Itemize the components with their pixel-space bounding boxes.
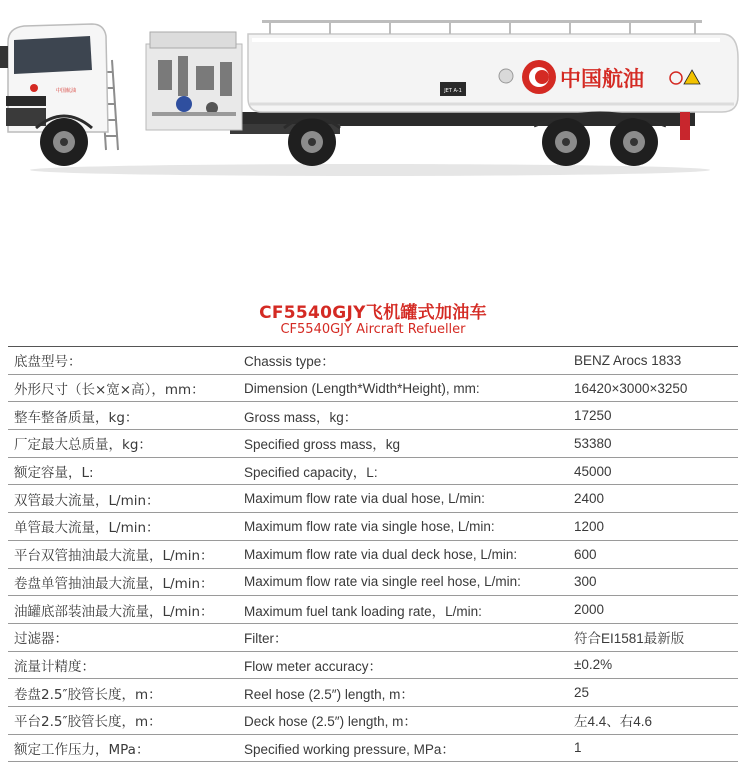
spec-table	[8, 346, 738, 762]
spec-value: 左4.4、右4.6	[574, 706, 738, 734]
spec-label-cn: 流量计精度：	[8, 651, 244, 679]
spec-label-en: Specified gross mass，kg	[244, 430, 574, 458]
spec-label-en: Reel hose (2.5″) length, m：	[244, 679, 574, 707]
spec-label-en: Maximum flow rate via dual deck hose, L/min:	[244, 540, 574, 568]
spec-value: 45000	[574, 457, 738, 485]
spec-row	[8, 651, 738, 679]
spec-value: 17250	[574, 402, 738, 430]
spec-row	[8, 457, 738, 485]
spec-label-cn: 卷盘单管抽油最大流量，L/min：	[8, 568, 244, 596]
spec-label-en: Filter：	[244, 623, 574, 651]
spec-value: 符合EI1581最新版	[574, 623, 738, 651]
spec-row	[8, 568, 738, 596]
spec-label-cn: 底盘型号：	[8, 347, 244, 375]
tank-plate-text: JET A-1	[444, 88, 462, 94]
spec-label-en: Gross mass，kg：	[244, 402, 574, 430]
spec-value: 16420×3000×3250	[574, 374, 738, 402]
spec-row	[8, 623, 738, 651]
spec-label-en: Maximum flow rate via dual hose, L/min:	[244, 485, 574, 513]
spec-label-cn: 单管最大流量，L/min：	[8, 513, 244, 541]
product-title-en: CF5540GJY Aircraft Refueller	[280, 322, 466, 337]
cab-logo-text: 中国航油	[56, 88, 77, 94]
spec-value: 25	[574, 679, 738, 707]
spec-label-en: Specified capacity，L:	[244, 457, 574, 485]
spec-label-cn: 油罐底部装油最大流量，L/min：	[8, 596, 244, 624]
spec-label-cn: 整车整备质量，kg：	[8, 402, 244, 430]
spec-row	[8, 374, 738, 402]
spec-label-cn: 额定容量，L:	[8, 457, 244, 485]
spec-label-en: Maximum flow rate via single hose, L/min:	[244, 513, 574, 541]
spec-value: ±0.2%	[574, 651, 738, 679]
spec-value: 300	[574, 568, 738, 596]
spec-value: 2400	[574, 485, 738, 513]
spec-label-en: Specified working pressure, MPa：	[244, 734, 574, 762]
tank-logo-text: 中国航油	[560, 67, 644, 91]
spec-label-en: Maximum fuel tank loading rate，L/min:	[244, 596, 574, 624]
product-title-cn: CF5540GJY飞机罐式加油车	[259, 303, 487, 323]
spec-value: 1	[574, 734, 738, 762]
spec-label-en: Deck hose (2.5″) length, m：	[244, 706, 574, 734]
spec-value: 2000	[574, 596, 738, 624]
spec-row	[8, 513, 738, 541]
spec-row	[8, 430, 738, 458]
spec-row	[8, 347, 738, 375]
spec-label-cn: 外形尺寸（长×宽×高），mm：	[8, 374, 244, 402]
spec-row	[8, 540, 738, 568]
spec-label-cn: 厂定最大总质量，kg：	[8, 430, 244, 458]
spec-row	[8, 485, 738, 513]
spec-row	[8, 402, 738, 430]
spec-label-en: Dimension (Length*Width*Height), mm:	[244, 374, 574, 402]
spec-label-cn: 额定工作压力，MPa：	[8, 734, 244, 762]
spec-label-cn: 双管最大流量，L/min：	[8, 485, 244, 513]
spec-label-cn: 平台双管抽油最大流量，L/min：	[8, 540, 244, 568]
spec-row	[8, 596, 738, 624]
spec-row	[8, 706, 738, 734]
spec-value: 600	[574, 540, 738, 568]
spec-label-cn: 平台2.5″胶管长度，m：	[8, 706, 244, 734]
spec-label-cn: 卷盘2.5″胶管长度，m：	[8, 679, 244, 707]
refueller-truck-image	[0, 0, 746, 280]
spec-value: BENZ Arocs 1833	[574, 347, 738, 375]
spec-row	[8, 679, 738, 707]
spec-value: 53380	[574, 430, 738, 458]
spec-label-en: Chassis type：	[244, 347, 574, 375]
spec-label-en: Maximum flow rate via single reel hose, L/min:	[244, 568, 574, 596]
spec-row	[8, 734, 738, 762]
spec-label-cn: 过滤器：	[8, 623, 244, 651]
spec-label-en: Flow meter accuracy：	[244, 651, 574, 679]
spec-value: 1200	[574, 513, 738, 541]
